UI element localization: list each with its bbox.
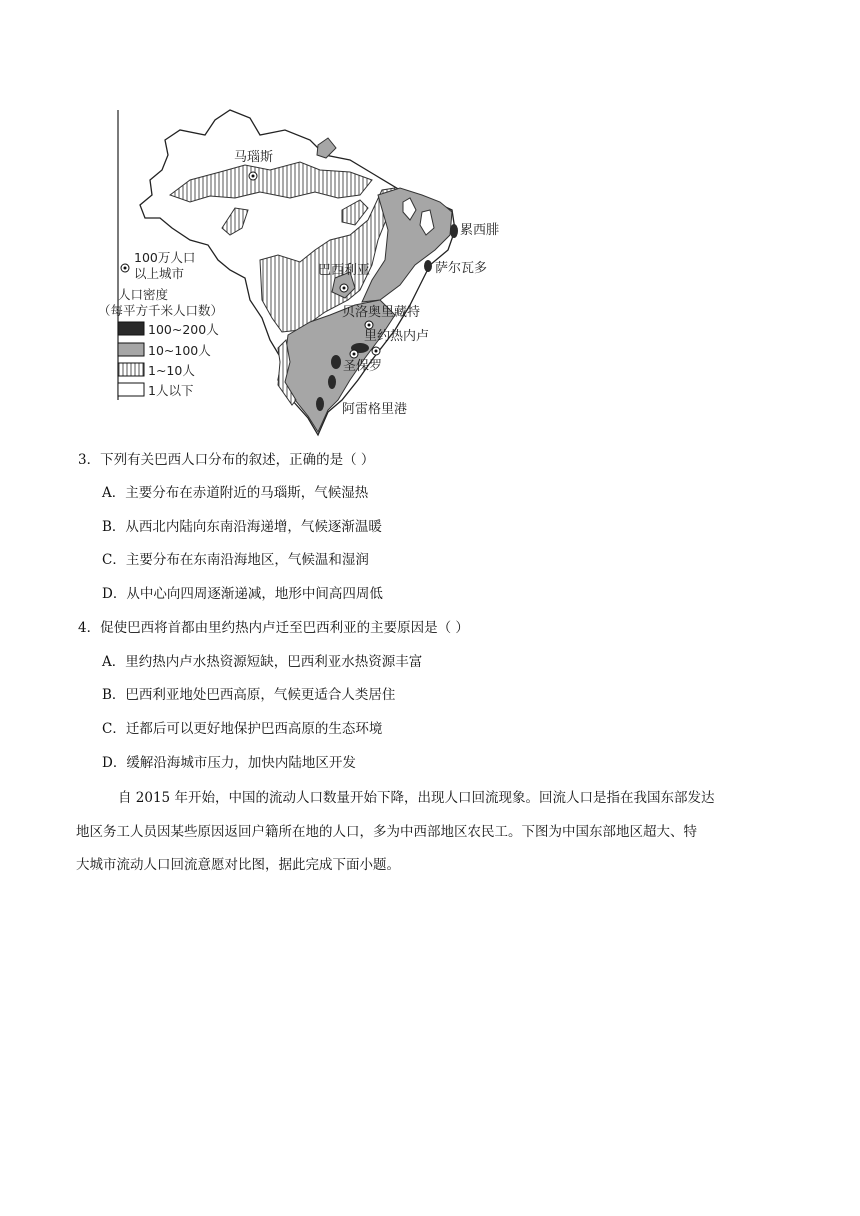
city-marker-brasilia <box>340 284 348 292</box>
city-marker-rio <box>372 347 380 355</box>
legend-city-line2: 以上城市 <box>134 266 185 281</box>
legend-level1: 100~200人 <box>148 322 219 337</box>
passage-line-2: 地区务工人员因某些原因返回户籍所在地的人口，多为中西部地区农民工。下图为中国东部地区超大、特 <box>76 824 697 840</box>
question-4-stem: 4．促使巴西将首都由里约热内卢迁至巴西利亚的主要原因是（ ） <box>78 620 469 636</box>
dense-spot-recife <box>450 224 458 238</box>
question-3-stem: 3．下列有关巴西人口分布的叙述，正确的是（ ） <box>78 452 375 468</box>
question-4-option-b: B．巴西利亚地处巴西高原，气候更适合人类居住 <box>102 687 396 703</box>
legend-level2: 10~100人 <box>148 343 211 358</box>
label-salvador: 萨尔瓦多 <box>435 261 488 276</box>
question-3-option-d: D．从中心向四周逐渐递减，地形中间高四周低 <box>102 586 383 602</box>
legend-level4: 1人以下 <box>148 383 194 398</box>
question-4-option-a: A．里约热内卢水热资源短缺，巴西利亚水热资源丰富 <box>102 654 423 670</box>
city-marker-sao-paulo <box>350 350 358 358</box>
brazil-population-density-map <box>98 100 510 440</box>
legend-city-symbol <box>121 264 129 272</box>
legend-city-line1: 100万人口 <box>134 250 196 265</box>
label-brasilia: 巴西利亚 <box>318 263 371 278</box>
dense-spot-south <box>328 375 336 389</box>
question-3-option-b: B．从西北内陆向东南沿海递增，气候逐渐温暖 <box>102 519 382 535</box>
legend-density-title: 人口密度 <box>118 287 169 302</box>
legend-swatch-medium <box>118 343 144 356</box>
legend-density-unit: （每平方千米人口数） <box>98 303 224 318</box>
passage-line-1: 自 2015 年开始，中国的流动人口数量开始下降，出现人口回流现象。回流人口是指在我国东部发达 <box>118 790 715 806</box>
label-manaus: 马瑙斯 <box>234 150 274 165</box>
label-porto-alegre: 阿雷格里港 <box>342 402 408 417</box>
passage-line-3: 大城市流动人口回流意愿对比图，据此完成下面小题。 <box>76 857 400 873</box>
question-3-option-a: A．主要分布在赤道附近的马瑙斯，气候湿热 <box>102 485 369 501</box>
dense-spot-sp <box>331 355 341 369</box>
legend-swatch-dense <box>118 322 144 335</box>
city-marker-belo-horizonte <box>365 321 373 329</box>
grey-patch-north <box>317 138 336 158</box>
legend-swatch-sparse <box>118 363 144 376</box>
question-4-option-c: C．迁都后可以更好地保护巴西高原的生态环境 <box>102 721 383 737</box>
label-rio: 里约热内卢 <box>364 329 430 344</box>
label-belo-horizonte: 贝洛奥里藏特 <box>342 305 421 320</box>
question-4-option-d: D．缓解沿海城市压力，加快内陆地区开发 <box>102 755 356 771</box>
question-3-option-c: C．主要分布在东南沿海地区，气候温和湿润 <box>102 552 369 568</box>
label-recife: 累西腓 <box>460 223 500 238</box>
legend-level3: 1~10人 <box>148 363 195 378</box>
label-sao-paulo: 圣保罗 <box>343 359 383 374</box>
dense-spot-pa <box>316 397 324 411</box>
legend-swatch-empty <box>118 383 144 396</box>
city-marker-manaus <box>249 172 257 180</box>
dense-spot-salvador <box>424 260 432 272</box>
